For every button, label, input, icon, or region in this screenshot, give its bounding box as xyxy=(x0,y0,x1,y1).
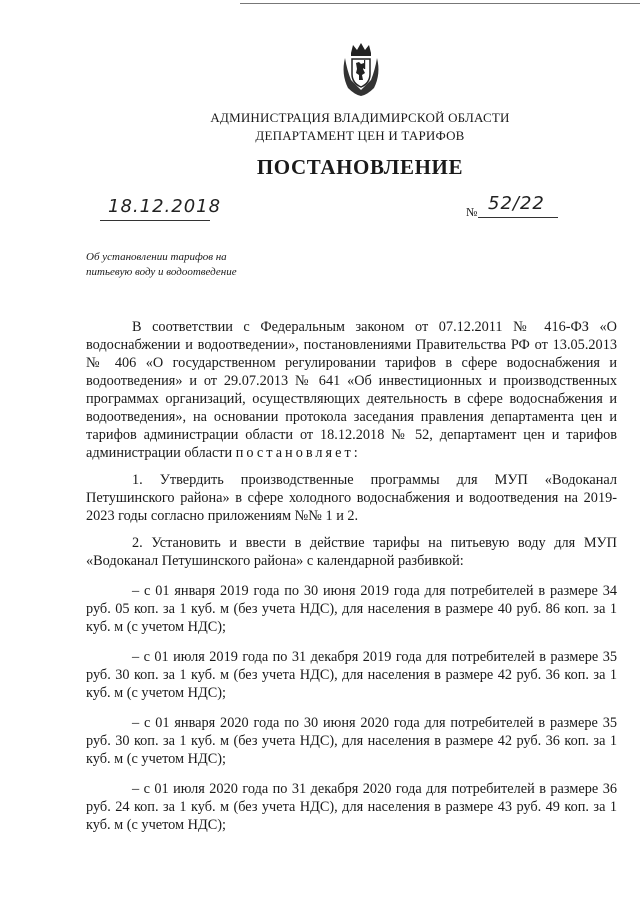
date-underline xyxy=(100,220,210,221)
subject-line: питьевую воду и водоотведение xyxy=(86,266,237,278)
department-name: ДЕПАРТАМЕНТ ЦЕН И ТАРИФОВ xyxy=(255,128,465,143)
item-2-paragraph: 2. Установить и ввести в действие тарифы на питьевую воду для МУП «Водоканал Петушинского района» с календарной разбивкой: xyxy=(86,535,617,569)
tariff-period-paragraph: – с 01 июля 2019 года по 31 декабря 2019 года для потребителей в размере 35 руб. 30 коп. за 1 куб. м (без учета НДС), для населения в размере 42 руб. 36 коп. за 1 куб. м (с учетом НДС); xyxy=(86,649,617,701)
preamble-paragraph xyxy=(86,318,617,462)
item-1-paragraph: 1. Утвердить производственные программы для МУП «Водоканал Петушинского района» в сфере холодного водоснабжения и водоотведения на 2019- 2023 годы согласно приложениям №№ 1 и 2. xyxy=(86,472,617,524)
organization-name: АДМИНИСТРАЦИЯ ВЛАДИМИРСКОЙ ОБЛАСТИ xyxy=(210,110,510,125)
number-label: № xyxy=(466,205,478,219)
decree-word: постановляет: xyxy=(235,445,361,461)
scan-top-rule xyxy=(240,3,640,4)
coat-of-arms-emblem xyxy=(338,40,384,98)
handwritten-date: 18.12.2018 xyxy=(108,196,222,217)
tariff-period-paragraph: – с 01 января 2019 года по 30 июня 2019 года для потребителей в размере 34 руб. 05 коп. за 1 куб. м (без учета НДС), для населения в размере 40 руб. 86 коп. за 1 куб. м (с учетом НДС); xyxy=(86,583,617,635)
tariff-period-paragraph: – с 01 января 2020 года по 30 июня 2020 года для потребителей в размере 35 руб. 30 коп. за 1 куб. м (без учета НДС), для населения в размере 42 руб. 36 коп. за 1 куб. м (с учетом НДС); xyxy=(86,715,617,767)
document-type-title: ПОСТАНОВЛЕНИЕ xyxy=(256,155,464,179)
subject-line: Об установлении тарифов на xyxy=(86,251,227,263)
handwritten-number: 52/22 xyxy=(488,193,545,214)
preamble-text: В соответствии с Федеральным законом от 07.12.2011 № 416-ФЗ «О водоснабжении и водоотведении», постановлениями Правительства РФ от 13.05.2013 № 406 «О государственном регулировании тарифов в сфере водоснабжения и водоотведения» и от 29.07.2013 № 641 «Об инвестиционных и производственных программах организаций, осуществляющих деятельность в сфере водоснабжения и водоотведения», на основании протокола заседания правления департамента цен и тарифов администрации области от 18.12.2018 № 52, департамент цен и тарифов администрации области xyxy=(86,319,617,461)
number-underline xyxy=(478,217,558,218)
tariff-period-paragraph: – с 01 июля 2020 года по 31 декабря 2020 года для потребителей в размере 36 руб. 24 коп. за 1 куб. м (без учета НДС), для населения в размере 43 руб. 49 коп. за 1 куб. м (с учетом НДС); xyxy=(86,781,617,833)
document-body xyxy=(86,318,617,834)
subject-block xyxy=(86,250,296,280)
